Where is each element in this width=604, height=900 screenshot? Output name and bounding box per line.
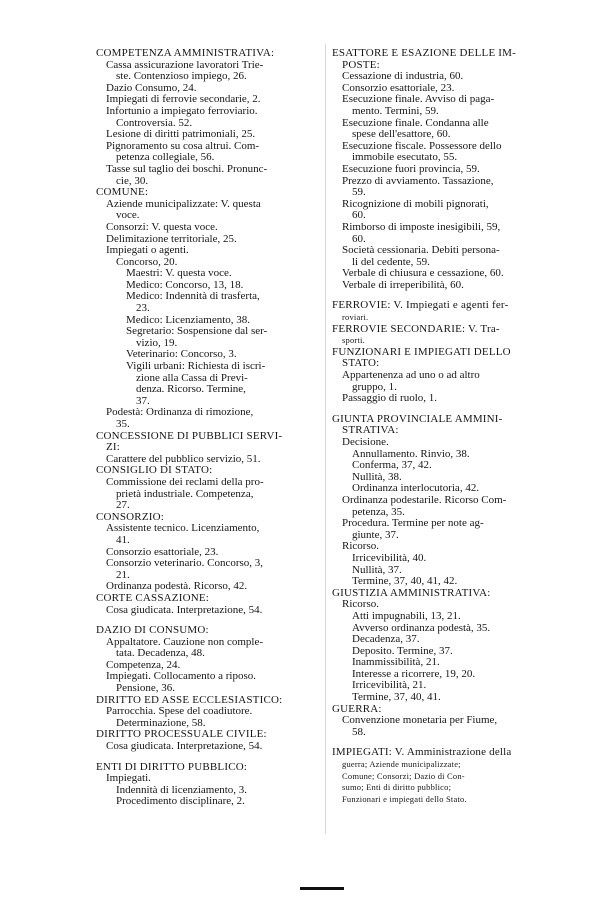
index-entry: 37. [136,394,150,407]
index-heading: FERROVIE: V. Impiegati e agenti fer- [332,299,509,312]
index-entry: ste. Contenzioso impiego, 26. [116,70,247,83]
index-entry: Segretario: Sospensione dal ser- [126,325,268,338]
index-entry: vizio, 19. [136,336,178,349]
index-entry: guerra; Aziende municipalizzate; [342,759,461,770]
index-entry: 23. [136,302,150,315]
index-entry: Verbale di chiusura e cessazione, 60. [342,267,504,280]
index-heading: CONSORZIO: [96,510,165,523]
index-entry: Lesione di diritti patrimoniali, 25. [106,128,256,141]
index-entry: Pensione, 36. [116,682,175,695]
index-entry: Consorzi: V. questa voce. [106,220,218,233]
index-entry: Prezzo di avviamento. Tassazione, [342,174,494,187]
column-divider [325,44,326,834]
index-entry: 60. [352,209,366,222]
index-heading: CORTE CASSAZIONE: [96,591,210,604]
index-entry: Termine, 37, 40, 41, 42. [352,575,458,588]
index-heading: COMUNE: [96,186,149,199]
index-entry: 35. [116,418,130,430]
index-entry: Medico: Indennità di trasferta, [126,290,260,303]
index-entry: Esecuzione finale. Avviso di paga- [342,93,495,106]
index-entry: Impiegati. [106,772,151,785]
index-entry: Decisione. [342,436,389,448]
index-entry: 21. [116,568,130,581]
index-entry: Procedimento disciplinare, 2. [116,795,245,808]
index-heading: ENTI DI DIRITTO PUBBLICO: [96,760,248,773]
index-entry: Determinazione, 58. [116,716,206,729]
index-entry: Ordinanza podestarile. Ricorso Com- [342,493,507,506]
left-column [96,48,318,808]
index-entry: petenza collegiale, 56. [116,151,215,164]
index-heading: GUERRA: [332,702,382,715]
index-heading: ESATTORE E ESAZIONE DELLE IM- [332,47,517,59]
index-entry: Parrocchia. Spese del coadiutore. [106,705,253,718]
bottom-rule [300,887,344,890]
index-entry: gruppo, 1. [352,380,397,393]
index-entry: Indennità di licenziamento, 3. [116,783,248,796]
index-entry: ZI: [106,441,121,454]
index-entry: roviari. [342,312,369,323]
index-entry: 27. [116,499,130,512]
index-entry: Avverso ordinanza podestà, 35. [352,621,491,634]
right-column [332,48,547,805]
index-entry: Passaggio di ruolo, 1. [342,392,438,405]
index-entry: Interesse a ricorrere, 19, 20. [352,667,476,680]
index-entry: Ricorso. [342,598,379,611]
index-entry: Aziende municipalizzate: V. questa [106,197,261,210]
index-entry: Comune; Consorzi; Dazio di Con- [342,770,465,781]
index-entry: giunte, 37. [352,528,399,541]
index-heading: COMPETENZA AMMINISTRATIVA: [96,47,275,59]
index-entry: Cosa giudicata. Interpretazione, 54. [106,740,263,753]
index-entry: Veterinario: Concorso, 3. [126,348,237,361]
index-entry: Consorzio esattoriale, 23. [106,545,219,558]
index-entry: Podestà: Ordinanza di rimozione, [106,406,254,419]
index-entry: mento. Termini, 59. [352,104,439,117]
index-entry: cie, 30. [116,174,149,187]
index-entry: 60. [352,232,366,245]
index-entry: Rimborso di imposte inesigibili, 59, [342,220,501,233]
index-entry: li del cedente, 59. [352,255,430,268]
index-entry: 41. [116,533,130,546]
index-entry: Cessazione di industria, 60. [342,70,464,83]
index-entry: Assistente tecnico. Licenziamento, [106,522,260,535]
index-heading: GIUNTA PROVINCIALE AMMINI- [332,412,503,425]
index-entry: Inammissibilità, 21. [352,656,440,669]
index-heading: DIRITTO ED ASSE ECCLESIASTICO: [96,693,283,706]
index-entry: Pignoramento su cosa altrui. Com- [106,139,260,152]
index-entry: tata. Decadenza, 48. [116,647,205,660]
index-entry: Appaltatore. Cauzione non comple- [106,635,264,648]
index-entry: Deposito. Termine, 37. [352,644,453,657]
index-entry: Esecuzione fuori provincia, 59. [342,162,480,175]
index-entry: Dazio Consumo, 24. [106,81,197,94]
index-entry: Esecuzione fiscale. Possessore dello [342,139,502,152]
index-entry: Esecuzione finale. Condanna alle [342,116,489,129]
index-entry: sporti. [342,335,365,346]
index-heading: CONCESSIONE DI PUBBLICI SERVI- [96,429,283,442]
index-entry: Concorso, 20. [116,255,178,268]
index-entry: Ordinanza interlocutoria, 42. [352,482,480,495]
index-heading: DIRITTO PROCESSUALE CIVILE: [96,728,267,741]
index-entry: Nullità, 38. [352,470,402,483]
index-entry: Appartenenza ad uno o ad altro [342,369,480,382]
index-entry: Ricognizione di mobili pignorati, [342,197,489,210]
index-entry: Annullamento. Rinvio, 38. [352,447,470,460]
index-entry: Atti impugnabili, 13, 21. [352,609,461,622]
index-entry: Ordinanza podestà. Ricorso, 42. [106,580,248,593]
index-entry: Impiegati di ferrovie secondarie, 2. [106,93,261,106]
index-entry: Cosa giudicata. Interpretazione, 54. [106,603,263,616]
index-heading: IMPIEGATI: V. Amministrazione della [332,746,512,759]
index-entry: Cassa assicurazione lavoratori Trie- [106,58,264,71]
index-heading: CONSIGLIO DI STATO: [96,464,213,477]
index-entry: STATO: [342,357,380,370]
index-entry: zione alla Cassa di Previ- [136,371,248,384]
index-entry: Tasse sul taglio dei boschi. Pronunc- [106,162,268,175]
index-entry: Delimitazione territoriale, 25. [106,232,237,245]
index-entry: Commissione dei reclami della pro- [106,475,264,488]
index-heading: FERROVIE SECONDARIE: V. Tra- [332,322,500,335]
index-entry: Procedura. Termine per note ag- [342,517,484,530]
index-entry: Irricevibilità, 40. [352,551,427,564]
index-entry: STRATIVA: [342,424,399,437]
index-entry: petenza, 35. [352,505,405,518]
index-entry: Irricevibilità, 21. [352,679,427,692]
index-heading: FUNZIONARI E IMPIEGATI DELLO [332,345,511,358]
index-entry: Carattere del pubblico servizio, 51. [106,452,261,465]
index-entry: POSTE: [342,58,380,71]
index-entry: Termine, 37, 40, 41. [352,691,441,704]
index-entry: Impiegati. Collocamento a riposo. [106,670,256,683]
index-entry: Conferma, 37, 42. [352,459,432,472]
index-heading: DAZIO DI CONSUMO: [96,624,209,637]
index-entry: Decadenza, 37. [352,633,420,646]
index-entry: prietà industriale. Competenza, [116,487,254,500]
index-entry: sumo; Enti di diritto pubblico; [342,782,452,793]
index-entry: 58. [352,725,366,738]
index-entry: immobile esecutato, 55. [352,151,458,164]
index-entry: Controversia. 52. [116,116,193,129]
index-entry: 59. [352,186,366,199]
index-entry: Verbale di irreperibilità, 60. [342,278,464,291]
index-entry: Infortunio a impiegato ferroviario. [106,104,258,117]
index-entry: spese dell'esattore, 60. [352,128,451,141]
index-entry: Convenzione monetaria per Fiume, [342,714,498,727]
index-entry: Nullità, 37. [352,563,402,576]
index-entry: Competenza, 24. [106,658,181,671]
index-entry: Impiegati o agenti. [106,244,189,257]
index-entry: Medico: Licenziamento, 38. [126,313,251,326]
index-entry: voce. [116,209,140,222]
index-entry: Consorzio esattoriale, 23. [342,81,455,94]
index-entry: Funzionari e impiegati dello Stato. [342,793,467,804]
index-entry: Maestri: V. questa voce. [126,267,232,280]
index-entry: Ricorso. [342,540,379,553]
index-entry: Società cessionaria. Debiti persona- [342,244,500,257]
index-entry: Consorzio veterinario. Concorso, 3, [106,557,264,570]
index-entry: Medico: Concorso, 13, 18. [126,278,244,291]
index-entry: denza. Ricorso. Termine, [136,383,246,396]
index-entry: Vigili urbani: Richiesta di iscri- [126,360,266,373]
index-heading: GIUSTIZIA AMMINISTRATIVA: [332,586,491,599]
